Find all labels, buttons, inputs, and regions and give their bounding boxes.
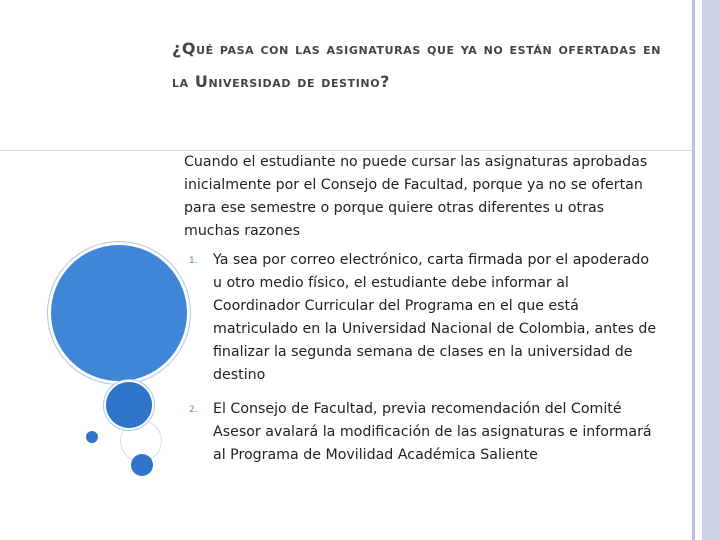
list-number: 2. bbox=[189, 405, 198, 415]
slide-title: ¿Qué pasa con las asignaturas que ya no están ofertadas en la Universidad de destino? bbox=[172, 39, 662, 91]
slide-body bbox=[184, 151, 660, 478]
decorative-small-circle-2 bbox=[131, 454, 153, 476]
steps-list bbox=[184, 249, 660, 467]
list-number: 1. bbox=[189, 256, 198, 266]
list-item bbox=[184, 249, 660, 387]
intro-paragraph: Cuando el estudiante no puede cursar las asignaturas aprobadas inicialmente por el Consejo de Facultad, porque ya no se ofertan para ese semestre o porque quiere otras diferentes u otras muchas razones bbox=[184, 154, 648, 239]
right-accent-line bbox=[692, 0, 695, 540]
decorative-small-circle bbox=[86, 431, 98, 443]
decorative-large-circle bbox=[48, 242, 190, 384]
list-item-text: El Consejo de Facultad, previa recomendación del Comité Asesor avalará la modificación de las asignaturas e informará al Programa de Movilidad Académica Saliente bbox=[213, 401, 652, 463]
right-accent-bar bbox=[702, 0, 720, 540]
list-item-text: Ya sea por correo electrónico, carta firmada por el apoderado u otro medio físico, el estudiante debe informar al Coordinador Curricular del Programa en el que está matriculado en la Universidad Nacional de Colombia, antes de finalizar la segunda semana de clases en la universidad de destino bbox=[213, 252, 657, 383]
list-item bbox=[184, 398, 660, 467]
decorative-medium-circle bbox=[104, 380, 154, 430]
